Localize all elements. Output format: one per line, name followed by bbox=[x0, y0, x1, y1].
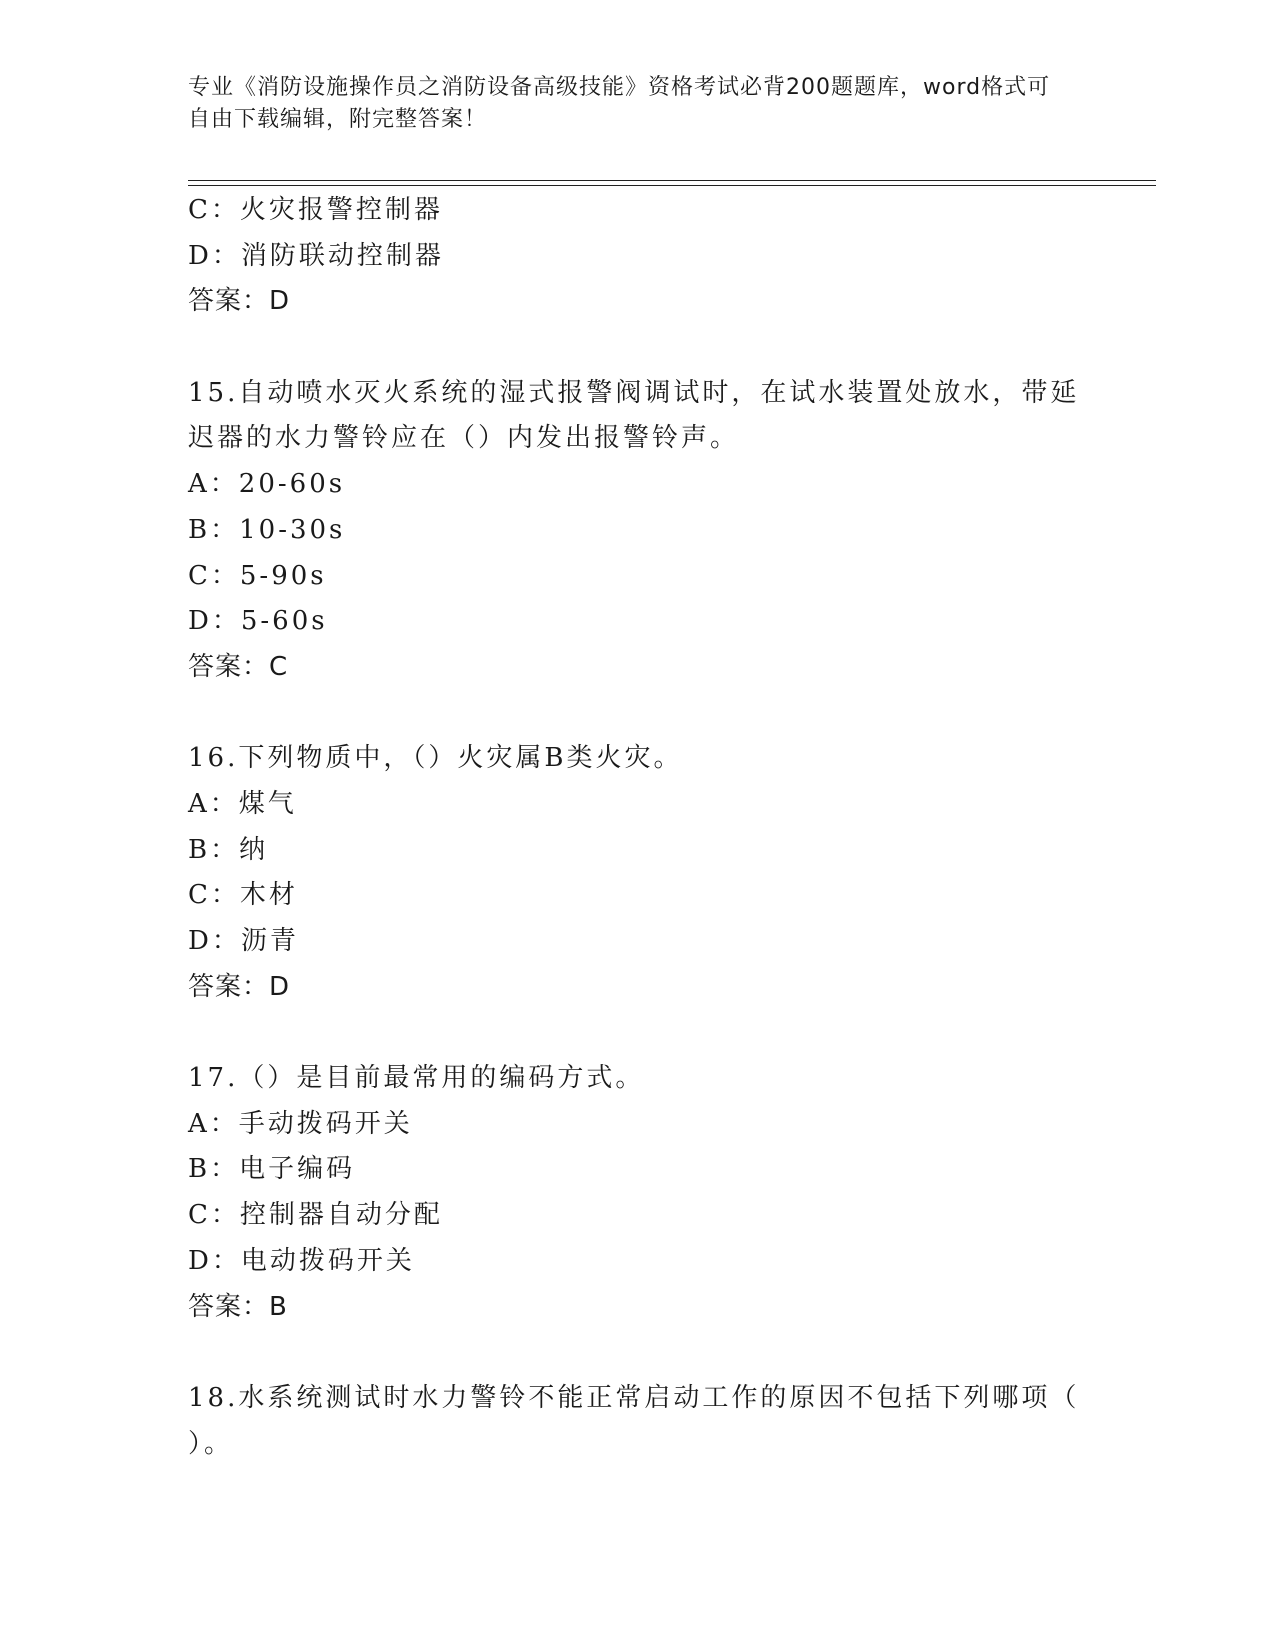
spacer bbox=[188, 691, 1088, 737]
question-15 bbox=[188, 371, 1088, 691]
option-d: D：消防联动控制器 bbox=[188, 240, 444, 271]
question-stem-continued: 迟器的水力警铃应在（）内发出报警铃声。 bbox=[188, 423, 740, 454]
option-c: C：木材 bbox=[188, 880, 298, 911]
question-16 bbox=[188, 736, 1088, 1010]
question-content bbox=[188, 188, 1088, 1467]
option-b: B：纳 bbox=[188, 834, 269, 865]
document-header: 专业《消防设施操作员之消防设备高级技能》资格考试必背200题题库，word格式可自由下载编辑，附完整答案！ bbox=[188, 75, 1051, 132]
option-c: C：火灾报警控制器 bbox=[188, 195, 443, 225]
header-rule-top bbox=[188, 180, 1156, 181]
answer-line: 答案：B bbox=[188, 1291, 288, 1322]
question-stem: 18.水系统测试时水力警铃不能正常启动工作的原因不包括下列哪项（ bbox=[188, 1382, 1080, 1413]
question-17 bbox=[188, 1056, 1088, 1330]
spacer bbox=[188, 1330, 1088, 1376]
option-b: B：电子编码 bbox=[188, 1154, 356, 1185]
question-stem: 16.下列物质中，（）火灾属B类火灾。 bbox=[188, 743, 683, 774]
question-stem: 17.（）是目前最常用的编码方式。 bbox=[188, 1063, 645, 1094]
option-b: B：10-30s bbox=[188, 514, 346, 545]
question-stem-continued: ）。 bbox=[188, 1428, 234, 1459]
option-a: A：煤气 bbox=[188, 788, 297, 819]
option-d: D：沥青 bbox=[188, 926, 299, 956]
option-a: A：20-60s bbox=[188, 469, 346, 500]
spacer bbox=[188, 325, 1088, 371]
question-14-continuation bbox=[188, 188, 1088, 325]
option-d: D：电动拨码开关 bbox=[188, 1245, 415, 1276]
answer-line: 答案：C bbox=[188, 651, 289, 682]
answer-line: 答案：D bbox=[188, 286, 291, 317]
spacer bbox=[188, 1010, 1088, 1056]
question-18 bbox=[188, 1376, 1088, 1467]
question-stem: 15.自动喷水灭火系统的湿式报警阀调试时，在试水装置处放水，带延 bbox=[188, 377, 1080, 408]
option-a: A：手动拨码开关 bbox=[188, 1108, 413, 1139]
option-c: C：控制器自动分配 bbox=[188, 1200, 443, 1231]
answer-line: 答案：D bbox=[188, 971, 291, 1002]
option-c: C：5-90s bbox=[188, 560, 327, 591]
option-d: D：5-60s bbox=[188, 606, 328, 637]
header-rule-bottom bbox=[188, 185, 1156, 186]
